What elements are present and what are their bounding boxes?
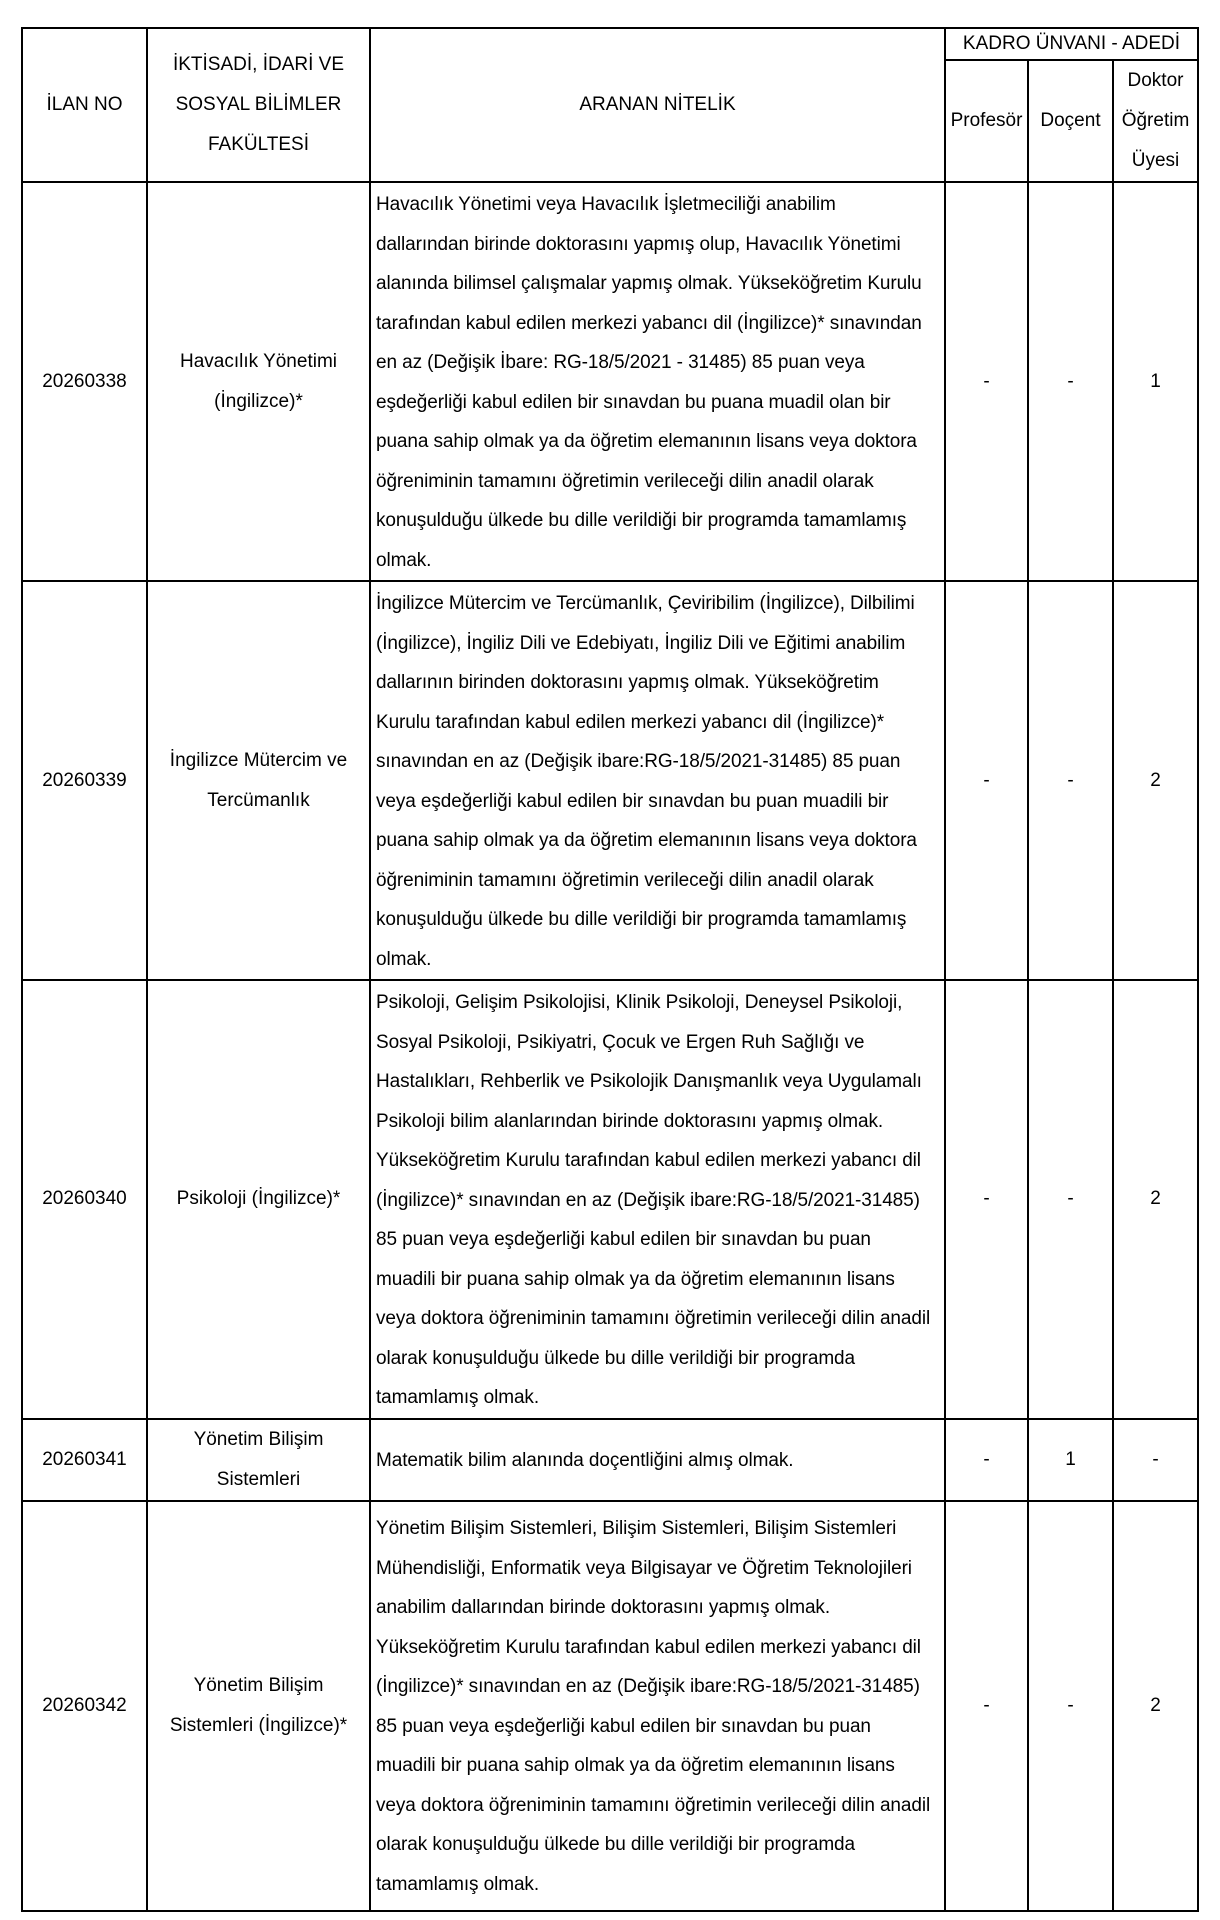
- requirement-line: alanında bilimsel çalışmalar yapmış olmak. Yükseköğretim Kurulu: [376, 273, 922, 294]
- docent-count: 1: [1028, 1419, 1113, 1501]
- profesor-count: -: [945, 581, 1028, 980]
- requirement-line: Psikoloji, Gelişim Psikolojisi, Klinik Psikoloji, Deneysel Psikoloji,: [376, 992, 903, 1013]
- requirement-line: veya doktora öğreniminin tamamını öğretimin verileceği dilin anadil: [376, 1308, 931, 1329]
- requirement-line: puana sahip olmak ya da öğretim elemanının lisans veya doktora: [376, 431, 917, 452]
- requirement-line: Psikoloji bilim alanlarından birinde doktorasını yapmış olmak.: [376, 1110, 884, 1132]
- requirement-cell: [370, 1419, 945, 1501]
- requirement-line: eşdeğerliği kabul edilen bir sınavdan bu puana muadil olan bir: [376, 391, 891, 413]
- requirement-line: Havacılık Yönetimi veya Havacılık İşletmeciliği anabilim: [376, 194, 836, 215]
- header-kadro-unvani: KADRO ÜNVANI - ADEDİ: [945, 28, 1198, 60]
- header-faculty-line-3: FAKÜLTESİ: [207, 134, 309, 155]
- requirement-line: sınavından en az (Değişik ibare:RG-18/5/2021-31485) 85 puan: [376, 751, 901, 772]
- dou-count: -: [1113, 1419, 1198, 1501]
- requirement-line: anabilim dallarından birinde doktorasını yapmış olmak.: [376, 1597, 831, 1618]
- requirement-line: veya doktora öğreniminin tamamını öğretimin verileceği dilin anadil: [376, 1794, 931, 1816]
- header-ilan-no: İLAN NO: [22, 28, 147, 182]
- faculty-line: Tercümanlık: [207, 789, 310, 811]
- requirement-line: konuşulduğu ülkede bu dille verildiği bir programda tamamlamış: [376, 909, 907, 930]
- requirement-line: (İngilizce)* sınavından en az (Değişik ibare:RG-18/5/2021-31485): [376, 1189, 920, 1211]
- requirement-line: en az (Değişik İbare: RG-18/5/2021 - 31485) 85 puan veya: [376, 352, 865, 373]
- faculty-line: Sistemleri: [216, 1468, 301, 1490]
- header-faculty-line-1: İKTİSADİ, İDARİ VE: [172, 54, 345, 75]
- header-dou-line-3: Üyesi: [1131, 150, 1180, 171]
- requirement-line: Mühendisliği, Enformatik veya Bilgisayar ve Öğretim Teknolojileri: [376, 1557, 912, 1579]
- requirement-line: puana sahip olmak ya da öğretim elemanının lisans veya doktora: [376, 830, 917, 851]
- requirement-cell: [370, 980, 945, 1419]
- requirement-line: İngilizce Mütercim ve Tercümanlık, Çeviribilim (İngilizce), Dilbilimi: [376, 593, 915, 614]
- requirement-line: olmak.: [376, 948, 432, 970]
- requirement-line: olarak konuşulduğu ülkede bu dille verildiği bir programda: [376, 1347, 855, 1369]
- requirement-line: Matematik bilim alanında doçentliğini almış olmak.: [376, 1449, 794, 1471]
- requirement-line: 85 puan veya eşdeğerliği kabul edilen bir sınavdan bu puan: [376, 1715, 871, 1737]
- requirement-line: Sosyal Psikoloji, Psikiyatri, Çocuk ve Ergen Ruh Sağlığı ve: [376, 1031, 865, 1053]
- header-profesor: Profesör: [945, 60, 1028, 182]
- header-doktor-ogretim-uyesi: [1113, 60, 1198, 182]
- table-row: [22, 182, 1198, 581]
- profesor-count: -: [945, 182, 1028, 581]
- ilan-no-cell: 20260340: [22, 980, 147, 1419]
- faculty-cell: [147, 581, 370, 980]
- header-aranan-nitelik: ARANAN NİTELİK: [370, 28, 945, 182]
- profesor-count: -: [945, 1501, 1028, 1911]
- faculty-line: Psikoloji (İngilizce)*: [176, 1188, 341, 1210]
- profesor-count: -: [945, 980, 1028, 1419]
- table-row: [22, 1419, 1198, 1501]
- faculty-line: İngilizce Mütercim ve: [169, 749, 348, 771]
- table-row: [22, 581, 1198, 980]
- header-faculty: [147, 28, 370, 182]
- requirement-line: tarafından kabul edilen merkezi yabancı dil (İngilizce)* sınavından: [376, 312, 922, 334]
- ilan-no-cell: 20260338: [22, 182, 147, 581]
- requirement-line: muadili bir puana sahip olmak ya da öğretim elemanının lisans: [376, 1755, 895, 1776]
- faculty-line: Sistemleri (İngilizce)*: [169, 1714, 348, 1736]
- dou-count: 2: [1113, 1501, 1198, 1911]
- requirement-line: olarak konuşulduğu ülkede bu dille verildiği bir programda: [376, 1834, 855, 1855]
- requirement-line: (İngilizce), İngiliz Dili ve Edebiyatı, İngiliz Dili ve Eğitimi anabilim: [376, 632, 906, 654]
- ilan-no-cell: 20260342: [22, 1501, 147, 1911]
- requirement-line: olmak.: [376, 549, 432, 571]
- dou-count: 2: [1113, 581, 1198, 980]
- requirement-line: Yönetim Bilişim Sistemleri, Bilişim Sistemleri, Bilişim Sistemleri: [376, 1518, 897, 1539]
- requirement-line: 85 puan veya eşdeğerliği kabul edilen bir sınavdan bu puan: [376, 1229, 871, 1250]
- faculty-cell: [147, 182, 370, 581]
- docent-count: -: [1028, 980, 1113, 1419]
- requirement-line: tamamlamış olmak.: [376, 1873, 540, 1895]
- requirement-line: öğreniminin tamamını öğretimin verileceği dilin anadil olarak: [376, 470, 874, 492]
- docent-count: -: [1028, 581, 1113, 980]
- requirement-cell: [370, 1501, 945, 1911]
- faculty-line: (İngilizce)*: [214, 390, 303, 412]
- docent-count: -: [1028, 1501, 1113, 1911]
- requirement-line: Yükseköğretim Kurulu tarafından kabul edilen merkezi yabancı dil: [376, 1636, 921, 1658]
- ilan-no-cell: 20260341: [22, 1419, 147, 1501]
- faculty-line: Yönetim Bilişim: [193, 1674, 324, 1696]
- requirement-line: muadili bir puana sahip olmak ya da öğretim elemanının lisans: [376, 1268, 895, 1290]
- requirement-line: Hastalıkları, Rehberlik ve Psikolojik Danışmanlık veya Uygulamalı: [376, 1071, 922, 1092]
- dou-count: 2: [1113, 980, 1198, 1419]
- requirement-line: Kurulu tarafından kabul edilen merkezi yabancı dil (İngilizce)*: [376, 711, 885, 733]
- requirement-cell: [370, 581, 945, 980]
- requirement-line: konuşulduğu ülkede bu dille verildiği bir programda tamamlamış: [376, 510, 907, 531]
- ilan-no-cell: 20260339: [22, 581, 147, 980]
- docent-count: -: [1028, 182, 1113, 581]
- requirement-line: Yükseköğretim Kurulu tarafından kabul edilen merkezi yabancı dil: [376, 1150, 921, 1171]
- table-row: [22, 1501, 1198, 1911]
- table-row: [22, 980, 1198, 1419]
- header-dou-line-2: Öğretim: [1121, 110, 1190, 131]
- header-dou-line-1: Doktor: [1127, 70, 1184, 91]
- requirement-line: dallarından birinde doktorasını yapmış olup, Havacılık Yönetimi: [376, 233, 901, 255]
- faculty-cell: [147, 980, 370, 1419]
- requirement-line: öğreniminin tamamını öğretimin verileceği dilin anadil olarak: [376, 869, 874, 891]
- requirement-line: tamamlamış olmak.: [376, 1387, 540, 1408]
- requirement-line: (İngilizce)* sınavından en az (Değişik ibare:RG-18/5/2021-31485): [376, 1676, 920, 1697]
- job-listing-table: [21, 27, 1199, 1912]
- faculty-line: Yönetim Bilişim: [193, 1428, 324, 1450]
- requirement-line: dallarının birinden doktorasını yapmış olmak. Yükseköğretim: [376, 672, 879, 693]
- requirement-line: veya eşdeğerliği kabul edilen bir sınavdan bu puan muadili bir: [376, 790, 889, 812]
- dou-count: 1: [1113, 182, 1198, 581]
- header-faculty-line-2: SOSYAL BİLİMLER: [175, 94, 342, 115]
- header-docent: Doçent: [1028, 60, 1113, 182]
- faculty-line: Havacılık Yönetimi: [180, 350, 337, 372]
- faculty-cell: [147, 1419, 370, 1501]
- profesor-count: -: [945, 1419, 1028, 1501]
- faculty-cell: [147, 1501, 370, 1911]
- requirement-cell: [370, 182, 945, 581]
